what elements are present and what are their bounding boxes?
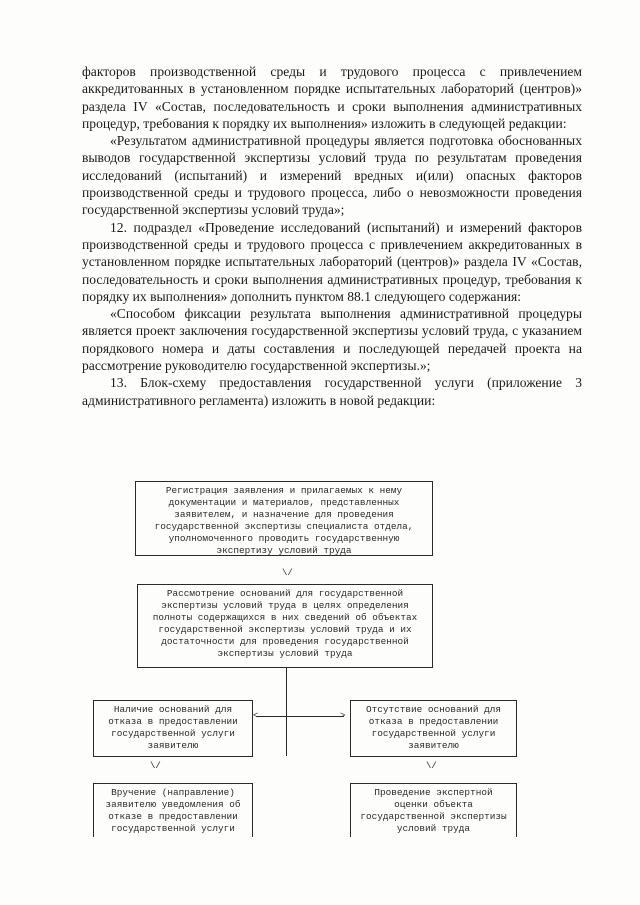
arrow-left-icon: < [253, 711, 259, 721]
connector-line [286, 668, 287, 756]
paragraph: «Способом фиксации результата выполнения административной процедуры является проект заключения государственной экспертизы условий труда, с указанием порядкового номера и даты составления и последующей передачей проекта на рассмотрение руководителю государственной экспертизы.»; [82, 306, 582, 374]
paragraph: 13. Блок-схему предоставления государственной услуги (приложение 3 административного регламента) изложить в новой редакции: [82, 375, 582, 408]
flowchart-box-review: Рассмотрение оснований для государственной экспертизы условий труда в целях определения полноты содержащихся в них сведений об объектах государственной экспертизы условий труда и их достаточности для проведения государственной экспертизы условий труда [137, 584, 433, 668]
arrow-down-icon: \/ [150, 761, 161, 771]
flowchart-box-refusal-notice: Вручение (направление) заявителю уведомления об отказе в предоставлении государственной услуги [93, 783, 253, 837]
flowchart-box-no-refusal-grounds: Отсутствие оснований для отказа в предоставлении государственной услуги заявителю [350, 700, 517, 757]
flowchart-box-expert-assessment: Проведение экспертной оценки объекта государственной экспертизы условий труда [350, 783, 517, 837]
arrow-down-icon: \/ [426, 761, 437, 771]
paragraph: 12. подраздел «Проведение исследований (испытаний) и измерений факторов производственной среды и трудового процесса с привлечением аккредитованных в установленном порядке испытательных лабораторий (центров)» раздела IV «Состав, последовательность и сроки выполнения административных процедур, требования к порядку их выполнения» дополнить пунктом 88.1 следующего содержания: [82, 219, 582, 304]
connector-line [256, 716, 286, 717]
flowchart-box-refusal-grounds: Наличие оснований для отказа в предоставлении государственной услуги заявителю [93, 700, 253, 757]
paragraph: «Результатом административной процедуры является подготовка обоснованных выводов государственной экспертизы условий труда по результатам проведения исследований (испытаний) и измерений вредных и(или) опасных факторов производственной среды и трудового процесса, либо о невозможности проведения государственной экспертизы условий труда»; [82, 133, 582, 218]
paragraph: факторов производственной среды и трудового процесса с привлечением аккредитованных в установленном порядке испытательных лабораторий (центров)» раздела IV «Состав, последовательность и сроки выполнения административных процедур, требования к порядку их выполнения» изложить в следующей редакции: [82, 64, 582, 131]
arrow-right-icon: > [340, 711, 346, 721]
arrow-down-icon: \/ [282, 568, 293, 578]
flowchart-box-registration: Регистрация заявления и прилагаемых к нему документации и материалов, представленных заявителем, и назначение для проведения государственной экспертизы специалиста отдела, уполномоченного проводить государственную экспертизу условий труда [135, 481, 433, 556]
connector-line [286, 716, 344, 717]
